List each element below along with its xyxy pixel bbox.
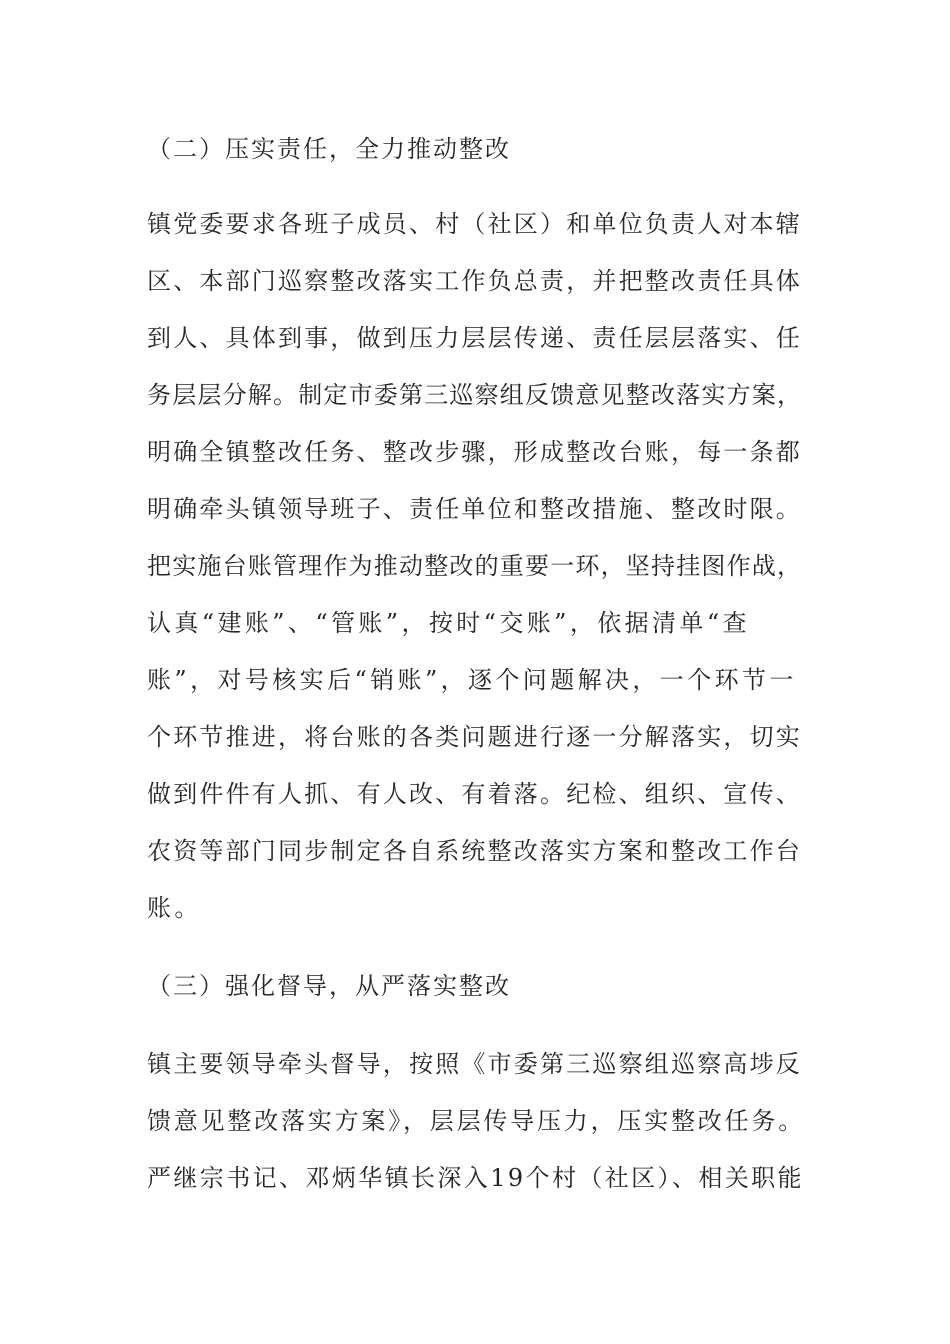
section-heading: （二）压实责任，全力推动整改 [147, 135, 511, 163]
paragraph-line: 区、本部门巡察整改落实工作负总责，并把整改责任具体 [147, 267, 802, 295]
paragraph-line: 把实施台账管理作为推动整改的重要一环，坚持挂图作战， [147, 552, 803, 580]
paragraph-line: 严继宗书记、邓炳华镇长深入19个村（社区）、相关职能 [147, 1164, 804, 1192]
paragraph-line: 镇党委要求各班子成员、村（社区）和单位负责人对本辖 [147, 210, 802, 238]
paragraph-line: 镇主要领导牵头督导，按照《市委第三巡察组巡察高埗反 [147, 1050, 802, 1078]
paragraph-line: 明确全镇整改任务、整改步骤，形成整改台账，每一条都 [147, 438, 802, 466]
paragraph-line: 农资等部门同步制定各自系统整改落实方案和整改工作台 [147, 837, 802, 865]
paragraph-line: 账”，对号核实后“销账”，逐个问题解决，一个环节一 [147, 666, 797, 694]
paragraph-line: 馈意见整改落实方案》，层层传导压力，压实整改任务。 [147, 1107, 805, 1135]
paragraph-line: 做到件件有人抓、有人改、有着落。纪检、组织、宣传、 [147, 780, 802, 808]
paragraph-line: 认真“建账”、“管账”，按时“交账”，依据清单“查 [147, 609, 750, 637]
paragraph-line: 账。 [147, 894, 202, 922]
paragraph-line: 务层层分解。制定市委第三巡察组反馈意见整改落实方案， [147, 381, 803, 409]
paragraph-line: 个环节推进，将台账的各类问题进行逐一分解落实，切实 [147, 723, 802, 751]
paragraph-line: 明确牵头镇领导班子、责任单位和整改措施、整改时限。 [147, 495, 802, 523]
paragraph-line: 到人、具体到事，做到压力层层传递、责任层层落实、任 [147, 324, 802, 352]
section-heading: （三）强化督导，从严落实整改 [147, 972, 511, 1000]
